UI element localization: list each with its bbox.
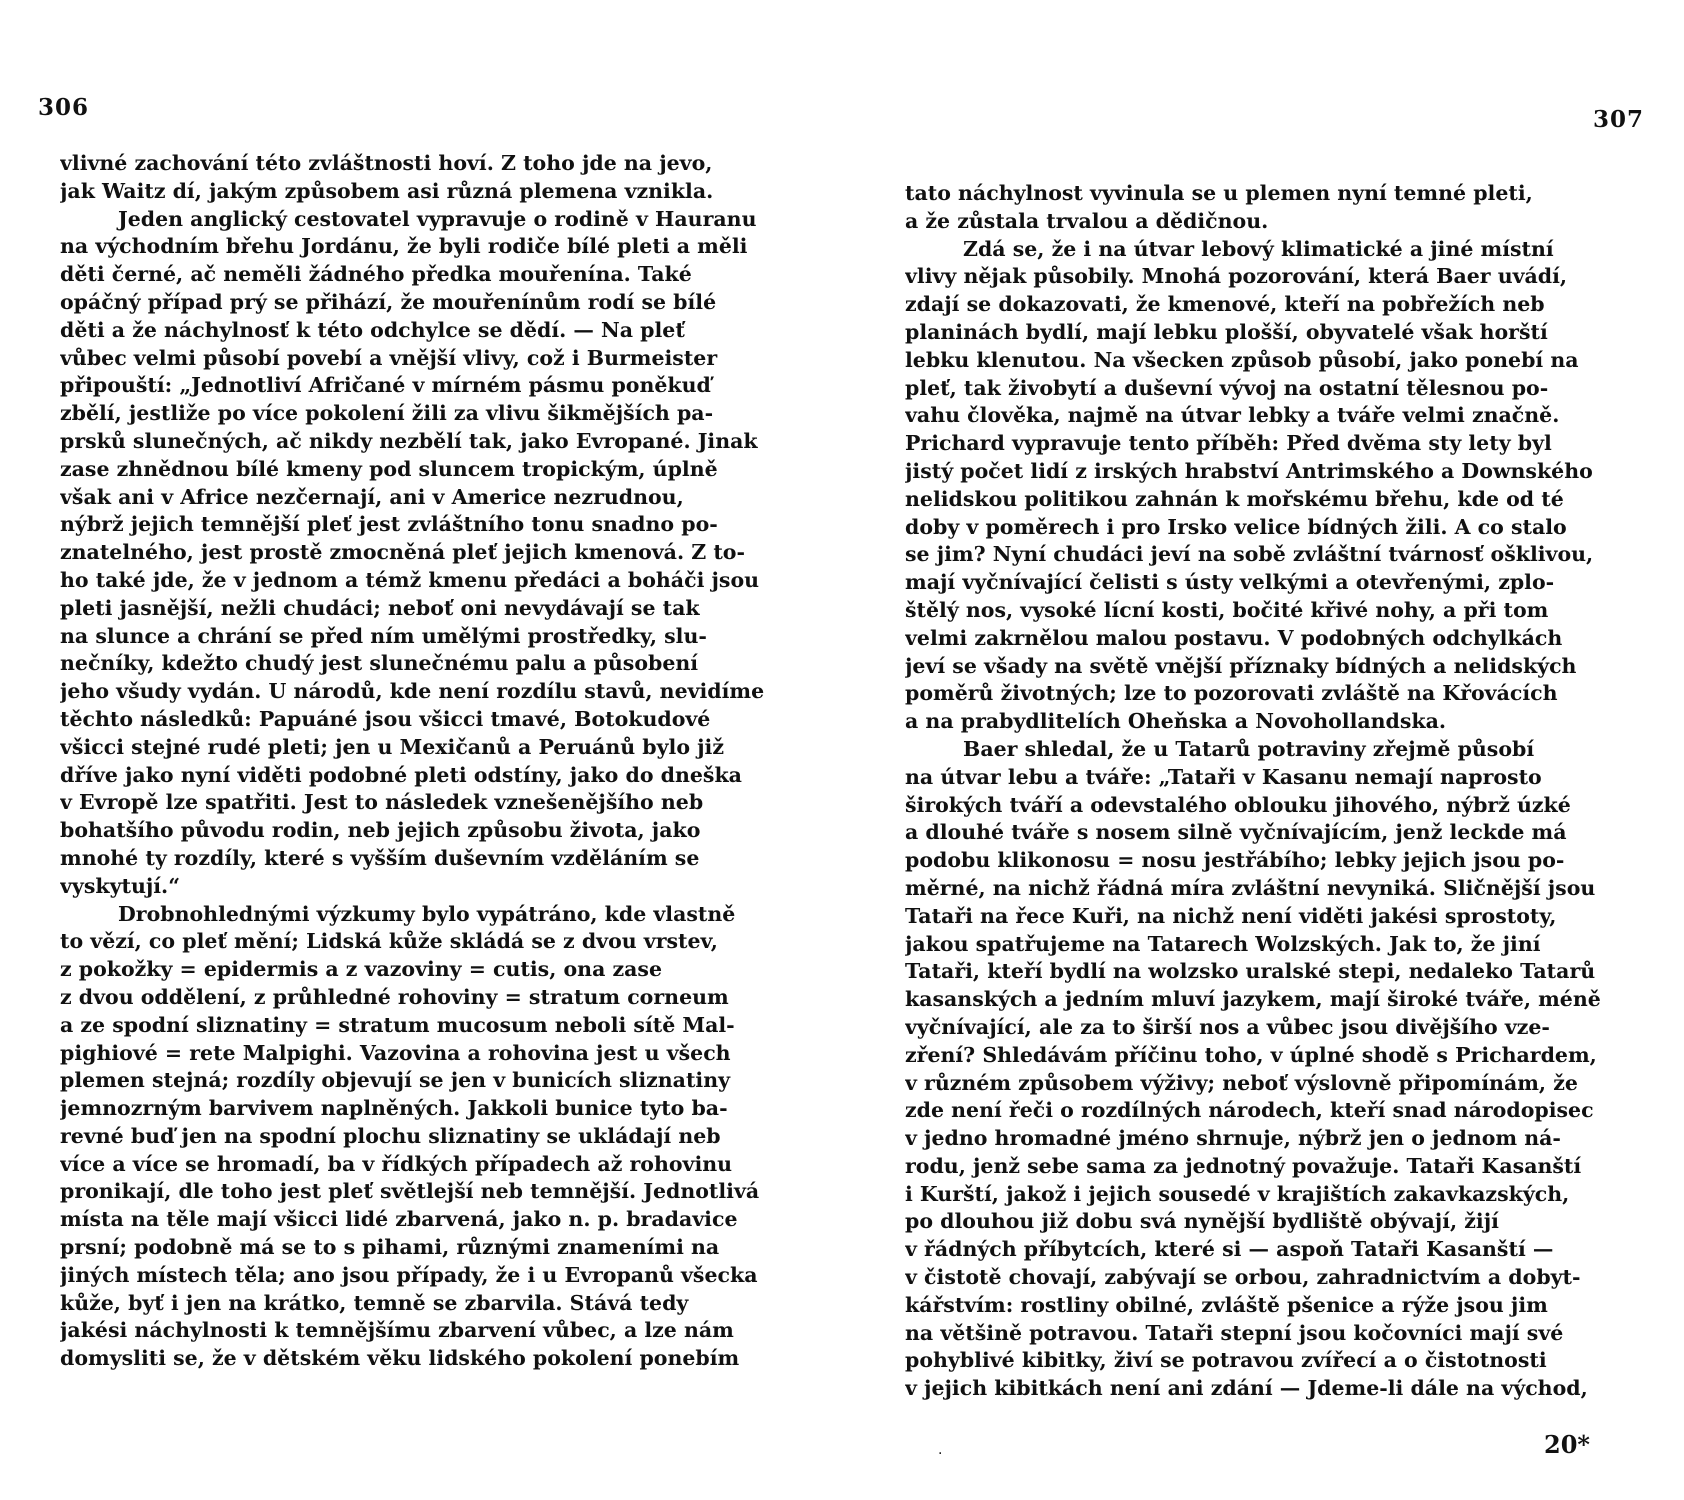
text-line: zde není řeči o rozdílných národech, kteří snad národopisec (905, 1098, 1594, 1123)
text-line: i Kurští, jakož i jejich sousedé v krajištích zakavkazských, (905, 1181, 1570, 1206)
text-line: jakési náchylnosti k temnějšímu zbarvení vůbec, a lze nám (60, 1318, 734, 1343)
text-line: a ze spodní sliznatiny = stratum mucosum neboli sítě Mal- (60, 1012, 735, 1037)
text-line: planinách bydlí, mají lebku plošší, obyvatelé však horští (905, 319, 1548, 344)
text-line: lebku klenutou. Na všecken způsob působí, jako ponebí na (905, 347, 1579, 372)
text-line: štělý nos, vysoké lícní kosti, bočité křivé nohy, a při tom (905, 597, 1549, 622)
left-page-text (60, 150, 800, 1373)
text-line: měrné, na nichž řádná míra zvláštní nevyniká. Sličnější jsou (905, 875, 1596, 900)
text-line: v různém způsobem výživy; neboť výslovně připomínám, že (905, 1070, 1578, 1095)
text-line: doby v poměrech i pro Irsko velice bídných žili. A co stalo (905, 514, 1567, 539)
text-line: zření? Shledávám příčinu toho, v úplné shodě s Prichardem, (905, 1042, 1597, 1067)
text-line: pronikají, dle toho jest pleť světlejší neb temnější. Jednotlivá (60, 1179, 760, 1204)
signature-mark: 20* (1544, 1430, 1590, 1459)
text-line: a že zůstala trvalou a dědičnou. (905, 208, 1269, 233)
text-line: těchto následků: Papuáné jsou všicci tmavé, Botokudové (60, 706, 711, 731)
text-line: jakou spatřujeme na Tatarech Wolzských. Jak to, že jiní (905, 931, 1541, 956)
text-line: rodu, jenž sebe sama za jednotný považuje. Tataři Kasanští (905, 1153, 1582, 1178)
text-line: pighiové = rete Malpighi. Vazovina a rohovina jest u všech (60, 1040, 731, 1065)
text-line: prsků slunečných, ač nikdy nezbělí tak, jako Evropané. Jinak (60, 428, 758, 453)
text-line: Jeden anglický cestovatel vypravuje o rodině v Hauranu (118, 206, 757, 231)
text-line: na útvar lebu a tváře: „Tataři v Kasanu nemají naprosto (905, 764, 1542, 789)
text-line: na východním břehu Jordánu, že byli rodiče bílé pleti a měli (60, 234, 748, 259)
text-line: po dlouhou již dobu svá nynější bydliště obývají, žijí (905, 1209, 1499, 1234)
right-page-text (905, 180, 1623, 1403)
text-line: v Evropě lze spatřiti. Jest to následek vznešenějšího neb (60, 790, 704, 815)
text-line: všicci stejné rudé pleti; jen u Mexičanů a Peruánů bylo již (60, 734, 724, 759)
text-line: Drobnohlednými výzkumy bylo vypátráno, kde vlastně (118, 901, 736, 926)
dot-mark: · (938, 1446, 943, 1462)
left-page-number: 306 (38, 94, 90, 121)
text-line: zase zhnědnou bílé kmeny pod sluncem tropickým, úplně (60, 456, 718, 481)
text-line: a na prabydlitelích Oheňska a Novohollandska. (905, 709, 1447, 734)
text-line: zbělí, jestliže po více pokolení žili za vlivu šikmějších pa- (60, 401, 714, 426)
text-line: vlivy nějak působily. Mnohá pozorování, která Baer uvádí, (905, 264, 1568, 289)
text-line: vahu člověka, najmě na útvar lebky a tváře velmi značně. (905, 403, 1560, 428)
text-line: kůže, byť i jen na krátko, temně se zbarvila. Stává tedy (60, 1290, 689, 1315)
text-line: mnohé ty rozdíly, které s vyšším duševním vzděláním se (60, 845, 700, 870)
text-line: z pokožky = epidermis a z vazoviny = cutis, ona zase (60, 957, 663, 982)
text-line: nýbrž jejich temnější pleť jest zvláštního tonu snadno po- (60, 512, 718, 537)
text-line: kasanských a jedním mluví jazykem, mají široké tváře, méně (905, 987, 1601, 1012)
text-line: plemen stejná; rozdíly objevují se jen v bunicích sliznatiny (60, 1068, 731, 1093)
text-line: na slunce a chrání se před ním umělými prostředky, slu- (60, 623, 707, 648)
text-line: to vězí, co pleť mění; Lidská kůže skládá se z dvou vrstev, (60, 929, 718, 954)
text-line: tato náchylnost vyvinula se u plemen nyní temné pleti, (905, 181, 1533, 205)
text-line: jemnozrným barvivem naplněných. Jakkoli bunice tyto ba- (60, 1096, 728, 1121)
text-line: více a více se hromadí, ba v řídkých případech až rohovinu (60, 1151, 733, 1176)
text-line: v jedno hromadné jméno shrnuje, nýbrž jen o jednom ná- (905, 1126, 1561, 1151)
text-line: nečníky, kdežto chudý jest slunečnému palu a působení (60, 651, 699, 676)
text-line: podobu klikonosu = nosu jestřábího; lebky jejich jsou po- (905, 848, 1565, 873)
text-line: a dlouhé tváře s nosem silně vyčnívajícím, jenž leckde má (905, 820, 1567, 845)
text-line: nelidskou politikou zahnán k mořskému břehu, kde od té (905, 486, 1564, 511)
text-line: Tataři, kteří bydlí na wolzsko uralské stepi, nedaleko Tatarů (905, 959, 1596, 984)
text-line: z dvou oddělení, z průhledné rohoviny = stratum corneum (60, 984, 729, 1009)
text-line: jeví se všady na světě vnější příznaky bídných a nelidských (905, 653, 1577, 678)
text-line: jistý počet lidí z irských hrabství Antrimského a Downského (905, 458, 1593, 483)
text-line: domysliti se, že v dětském věku lidského pokolení ponebím (60, 1346, 740, 1371)
text-line: vlivné zachování této zvláštnosti hoví. Z toho jde na jevo, (60, 151, 713, 175)
text-line: revné buď jen na spodní plochu sliznatiny se ukládají neb (60, 1123, 721, 1148)
text-line: znatelného, jest prostě zmocněná pleť jejich kmenová. Z to- (60, 540, 745, 565)
text-line: na většině potravou. Tataři stepní jsou kočovníci mají své (905, 1320, 1564, 1345)
text-line: Zdá se, že i na útvar lebový klimatické a jiné místní (963, 236, 1554, 261)
right-page-number: 307 (1593, 106, 1645, 133)
text-line: v řádných příbytcích, které si — aspoň Tataři Kasanští — (905, 1237, 1554, 1262)
text-line: Baer shledal, že u Tatarů potraviny zřejmě působí (963, 736, 1535, 761)
text-line: Tataři na řece Kuři, na nichž není viděti jakési sprostoty, (905, 903, 1557, 928)
text-line: kářstvím: rostliny obilné, zvláště pšenice a rýže jsou jim (905, 1292, 1548, 1317)
text-line: vyčnívající, ale za to širší nos a vůbec jsou divějšího vze- (905, 1014, 1550, 1039)
text-line: jiných místech těla; ano jsou případy, že i u Evropanů všecka (60, 1262, 758, 1287)
text-line: však ani v Africe nezčernají, ani v Americe nezrudnou, (60, 484, 684, 509)
text-line: dříve jako nyní viděti podobné pleti odstíny, jako do dneška (60, 762, 742, 787)
text-line: děti černé, ač neměli žádného předka mouřenína. Také (60, 262, 692, 287)
text-line: poměrů životných; lze to pozorovati zvláště na Křovácích (905, 681, 1558, 706)
text-line: vůbec velmi působí povebí a vnější vlivy, což i Burmeister (60, 345, 718, 370)
text-line: mají vyčnívající čelisti s ústy velkými a otevřenými, zplo- (905, 570, 1555, 595)
text-line: v čistotě chovají, zabývají se orbou, zahradnictvím a dobyt- (905, 1265, 1581, 1290)
text-line: jak Waitz dí, jakým způsobem asi různá plemena vznikla. (60, 178, 714, 203)
text-line: pohyblivé kibitky, živí se potravou zvířecí a o čistotnosti (905, 1348, 1547, 1373)
text-line: Prichard vypravuje tento příběh: Před dvěma sty lety byl (905, 431, 1552, 456)
text-line: jeho všudy vydán. U národů, kde není rozdílu stavů, nevidíme (60, 679, 765, 704)
text-line: širokých tváří a odevstalého oblouku jihového, nýbrž úzké (905, 792, 1571, 817)
text-line: místa na těle mají všicci lidé zbarvená, jako n. p. bradavice (60, 1207, 738, 1232)
text-line: ho také jde, že v jednom a témž kmenu předáci a boháči jsou (60, 567, 760, 592)
text-line: vyskytují.“ (60, 873, 180, 898)
text-line: prsní; podobně má se to s pihami, různými znameními na (60, 1235, 720, 1260)
text-line: v jejich kibitkách není ani zdání — Jdeme-li dále na východ, (905, 1376, 1588, 1401)
text-line: pleť, tak živobytí a duševní vývoj na ostatní tělesnou po- (905, 375, 1549, 400)
text-line: zdají se dokazovati, že kmenové, kteří na pobřežích neb (905, 292, 1545, 317)
text-line: pleti jasnější, nežli chudáci; neboť oni nevydávají se tak (60, 595, 700, 620)
text-line: připouští: „Jednotliví Afričané v mírném pásmu poněkuď (60, 373, 711, 398)
text-line: děti a že náchylnosť k této odchylce se dědí. — Na pleť (60, 317, 685, 342)
text-line: velmi zakrnělou malou postavu. V podobných odchylkách (905, 625, 1563, 650)
text-line: se jim? Nyní chudáci jeví na sobě zvláštní tvárnosť ošklivou, (905, 542, 1594, 567)
text-line: opáčný případ prý se přihází, že mouřenínům rodí se bílé (60, 289, 717, 314)
text-line: bohatšího původu rodin, neb jejich způsobu života, jako (60, 818, 701, 843)
